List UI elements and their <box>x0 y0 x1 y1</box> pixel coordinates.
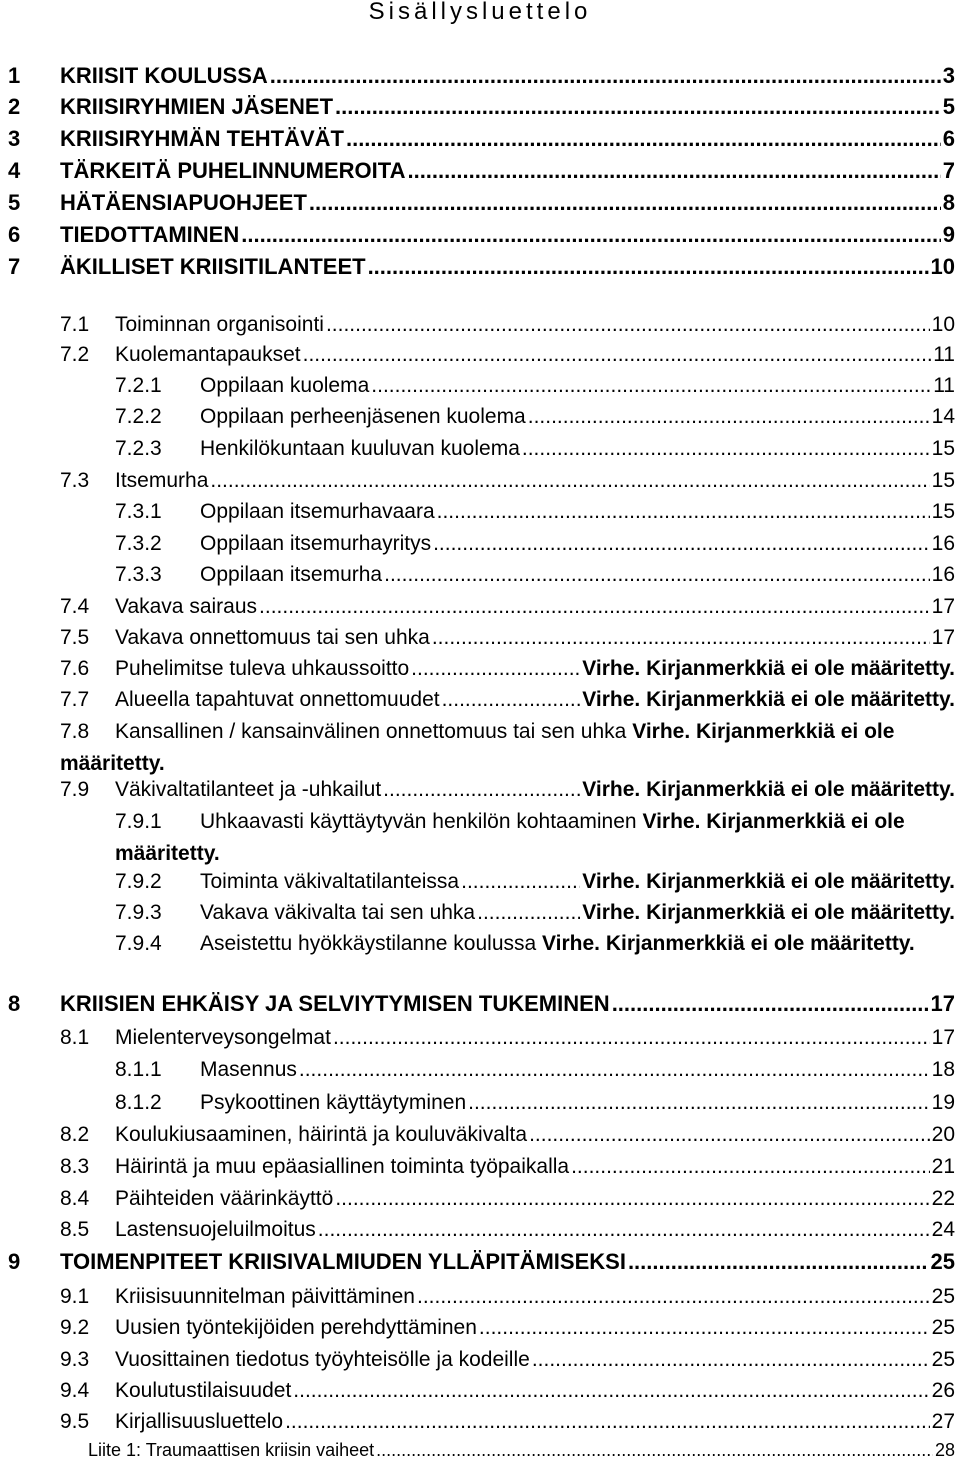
toc-entry-number: 7.3.3 <box>115 563 162 586</box>
toc-entry-number: 5 <box>8 190 21 215</box>
toc-entry-number: 7.9.4 <box>115 932 162 955</box>
toc-entry-number: 7 <box>8 254 21 279</box>
toc-entry-page: 16 <box>931 563 955 586</box>
toc-entry[interactable] <box>0 433 960 465</box>
toc-entry-title: Häirintä ja muu epäasiallinen toiminta työpaikalla <box>115 1155 570 1178</box>
toc-entry-number: 7.2.3 <box>115 437 162 460</box>
toc-entry-title: Uhkaavasti käyttäytyvän henkilön kohtaaminen <box>200 810 637 833</box>
dot-leader <box>407 155 940 187</box>
toc-entry-title: Alueella tapahtuvat onnettomuudet <box>115 688 440 711</box>
toc-entry-title: KRIISIRYHMIEN JÄSENET <box>60 94 334 119</box>
toc-entry-number: 8.1.1 <box>115 1058 162 1081</box>
toc-entry-number: 9.5 <box>60 1410 90 1433</box>
toc-entry-page: 10 <box>930 254 955 279</box>
dot-leader <box>376 1437 933 1463</box>
dot-leader <box>293 1375 929 1407</box>
dot-leader <box>241 219 941 251</box>
toc-entry-page: 3 <box>942 63 955 88</box>
toc-entry-page: 5 <box>942 94 955 119</box>
toc-entry-number: 7.8 <box>60 720 90 743</box>
dot-leader <box>335 91 941 123</box>
dot-leader <box>309 187 941 219</box>
dot-leader <box>571 1151 930 1183</box>
toc-entry-page-error: Virhe. Kirjanmerkkiä ei ole määritetty. <box>582 870 955 893</box>
toc-entry-title: KRIISIT KOULUSSA <box>60 63 268 88</box>
toc-entry-number: 1 <box>8 63 21 88</box>
dot-leader <box>346 123 941 155</box>
dot-leader <box>299 1054 930 1086</box>
toc-entry-title: Kriisisuunnitelman päivittäminen <box>115 1285 415 1308</box>
dot-leader <box>335 1183 929 1215</box>
toc-entry[interactable] <box>0 1087 960 1119</box>
toc-entry-number: 7.5 <box>60 626 90 649</box>
toc-entry-page: 15 <box>931 469 955 492</box>
toc-entry-number: 8.5 <box>60 1218 90 1241</box>
toc-entry[interactable] <box>0 401 960 433</box>
toc-entry[interactable] <box>0 1375 960 1407</box>
toc-entry-page: 17 <box>931 626 955 649</box>
dot-leader <box>411 653 580 685</box>
toc-entry[interactable] <box>0 1246 960 1278</box>
toc-entry-number: 7.6 <box>60 657 90 680</box>
toc-entry-page-error: Virhe. Kirjanmerkkiä ei ole määritetty. <box>582 657 955 680</box>
toc-entry-page: 25 <box>931 1316 955 1339</box>
toc-entry-title: Masennus <box>200 1058 297 1081</box>
toc-entry-number: 8 <box>8 991 21 1016</box>
toc-entry-title: Kansallinen / kansainvälinen onnettomuus tai sen uhka <box>115 720 627 743</box>
dot-leader <box>326 309 930 341</box>
toc-entry-number: 7.9.1 <box>115 810 162 833</box>
toc-entry[interactable] <box>0 1054 960 1086</box>
toc-entry-number: 7.2.2 <box>115 405 162 428</box>
dot-leader <box>371 370 931 402</box>
dot-leader <box>528 401 930 433</box>
toc-entry-page: 9 <box>942 222 955 247</box>
toc-entry[interactable] <box>0 684 960 716</box>
toc-entry-number: 9.1 <box>60 1285 90 1308</box>
toc-entry-number: 8.4 <box>60 1187 90 1210</box>
toc-entry-page: 8 <box>942 190 955 215</box>
toc-entry-page: 21 <box>931 1155 955 1178</box>
toc-entry-title: Päihteiden väärinkäyttö <box>115 1187 334 1210</box>
dot-leader <box>442 684 581 716</box>
toc-entry-page-error: Virhe. Kirjanmerkkiä ei ole määritetty. <box>582 901 955 924</box>
toc-entry-title: Puhelimitse tuleva uhkaussoitto <box>115 657 410 680</box>
toc-entry[interactable] <box>0 897 960 929</box>
toc-entry-title: Toiminnan organisointi <box>115 313 324 336</box>
dot-leader <box>333 1022 930 1054</box>
toc-entry-title: Koulutustilaisuudet <box>115 1379 292 1402</box>
toc-entry-title: Uusien työntekijöiden perehdyttäminen <box>115 1316 477 1339</box>
toc-entry-page: 25 <box>931 1348 955 1371</box>
toc-entry-page: 18 <box>931 1058 955 1081</box>
dot-leader <box>383 774 580 806</box>
toc-entry-title: Vakava onnettomuus tai sen uhka <box>115 626 430 649</box>
dot-leader <box>532 1344 930 1376</box>
dot-leader <box>612 988 929 1020</box>
toc-entry-number: 9.4 <box>60 1379 90 1402</box>
toc-entry[interactable] <box>0 1344 960 1376</box>
toc-entry[interactable] <box>0 60 960 92</box>
toc-entry-title: Oppilaan kuolema <box>200 374 370 397</box>
toc-entry-title: Koulukiusaaminen, häirintä ja kouluväkivalta <box>115 1123 528 1146</box>
toc-entry-page: 15 <box>931 500 955 523</box>
dot-leader <box>318 1214 930 1246</box>
toc-entry-page: 10 <box>931 313 955 336</box>
toc-entry-title: Psykoottinen käyttäytyminen <box>200 1091 467 1114</box>
dot-leader <box>437 496 930 528</box>
toc-entry-number: 3 <box>8 126 21 151</box>
toc-entry[interactable] <box>0 653 960 685</box>
toc-entry-number: 7.4 <box>60 595 90 618</box>
dot-leader <box>432 622 930 654</box>
toc-entry-number: 9 <box>8 1249 21 1274</box>
toc-entry[interactable] <box>0 1281 960 1313</box>
toc-entry-number: 7.1 <box>60 313 90 336</box>
toc-entry-number: 8.1 <box>60 1026 90 1049</box>
toc-entry-number: 8.3 <box>60 1155 90 1178</box>
dot-leader <box>479 1312 930 1344</box>
toc-entry[interactable] <box>0 465 960 497</box>
dot-leader <box>628 1246 929 1278</box>
toc-entry-title: Vakava väkivalta tai sen uhka <box>200 901 476 924</box>
toc-entry-page: 28 <box>934 1440 955 1460</box>
toc-entry-title: Oppilaan itsemurhavaara <box>200 500 435 523</box>
toc-entry-title: Vuosittainen tiedotus työyhteisölle ja kodeille <box>115 1348 530 1371</box>
toc-entry-title: Liite 1: Traumaattisen kriisin vaiheet <box>88 1440 375 1460</box>
dot-leader <box>522 433 930 465</box>
page-title: Sisällysluettelo <box>368 0 592 25</box>
toc-entry[interactable] <box>0 591 960 623</box>
toc-entry-page: 27 <box>931 1410 955 1433</box>
dot-leader <box>477 897 580 929</box>
dot-leader <box>417 1281 930 1313</box>
toc-entry[interactable] <box>0 187 960 219</box>
toc-entry[interactable] <box>0 1183 960 1215</box>
toc-entry-title: TÄRKEITÄ PUHELINNUMEROITA <box>60 158 406 183</box>
toc-entry[interactable] <box>0 988 960 1020</box>
toc-entry-page: 11 <box>933 343 955 366</box>
toc-entry-title: Oppilaan itsemurha <box>200 563 383 586</box>
toc-entry-number: 9.2 <box>60 1316 90 1339</box>
toc-entry[interactable] <box>0 774 960 806</box>
toc-entry-title: Oppilaan itsemurhayritys <box>200 532 432 555</box>
toc-entry-page: 16 <box>931 532 955 555</box>
toc-entry-page: 11 <box>933 374 955 397</box>
toc-entry-title: Kuolemantapaukset <box>115 343 301 366</box>
toc-entry-title: HÄTÄENSIAPUOHJEET <box>60 190 307 215</box>
toc-entry-number: 4 <box>8 158 21 183</box>
toc-entry-page: 25 <box>931 1285 955 1308</box>
toc-entry-title: Aseistettu hyökkäystilanne koulussa <box>200 932 537 955</box>
toc-entry-number: 2 <box>8 94 21 119</box>
toc-entry[interactable] <box>0 559 960 591</box>
toc-entry-page: 14 <box>931 405 955 428</box>
dot-leader <box>368 251 929 283</box>
toc-entry-page: 19 <box>931 1091 955 1114</box>
dot-leader <box>285 1406 930 1438</box>
dot-leader <box>468 1087 930 1119</box>
toc-entry[interactable] <box>0 219 960 251</box>
toc-entry[interactable] <box>0 91 960 123</box>
toc-entry[interactable] <box>0 370 960 402</box>
toc-entry-title: Henkilökuntaan kuuluvan kuolema <box>200 437 520 460</box>
toc-entry-title: Väkivaltatilanteet ja -uhkailut <box>115 778 382 801</box>
toc-entry[interactable] <box>0 339 960 371</box>
toc-entry-page: 15 <box>931 437 955 460</box>
toc-entry-title: Oppilaan perheenjäsenen kuolema <box>200 405 526 428</box>
toc-entry-number: 7.9.3 <box>115 901 162 924</box>
toc-entry[interactable] <box>0 528 960 560</box>
toc-entry[interactable] <box>0 1214 960 1246</box>
toc-entry-number: 8.2 <box>60 1123 90 1146</box>
toc-entry-number: 7.2 <box>60 343 90 366</box>
toc-entry-number: 8.1.2 <box>115 1091 162 1114</box>
toc-entry-number: 6 <box>8 222 21 247</box>
dot-leader <box>259 591 930 623</box>
dot-leader <box>210 465 929 497</box>
toc-entry-page-error: Virhe. Kirjanmerkkiä ei ole määritetty. <box>582 778 955 801</box>
dot-leader <box>529 1119 930 1151</box>
toc-entry-page-error: Virhe. Kirjanmerkkiä ei ole määritetty. <box>542 932 915 955</box>
toc-entry-title: Itsemurha <box>115 469 209 492</box>
toc-entry[interactable] <box>0 1022 960 1054</box>
toc-entry[interactable] <box>0 622 960 654</box>
toc-entry-number: 9.3 <box>60 1348 90 1371</box>
toc-entry[interactable] <box>0 155 960 187</box>
toc-entry-page: 22 <box>931 1187 955 1210</box>
toc-entry-title: Vakava sairaus <box>115 595 258 618</box>
toc-entry-page: 26 <box>931 1379 955 1402</box>
toc-entry-title: Lastensuojeluilmoitus <box>115 1218 316 1241</box>
toc-entry-page: 17 <box>931 1026 955 1049</box>
dot-leader <box>384 559 930 591</box>
toc-entry-page: 24 <box>931 1218 955 1241</box>
toc-entry[interactable] <box>0 123 960 155</box>
toc-entry-title: Kirjallisuusluettelo <box>115 1410 284 1433</box>
dot-leader <box>433 528 930 560</box>
toc-entry[interactable] <box>0 1312 960 1344</box>
toc-entry-number: 7.9.2 <box>115 870 162 893</box>
toc-entry-page: 20 <box>931 1123 955 1146</box>
dot-leader <box>270 60 941 92</box>
toc-entry-title: TOIMENPITEET KRIISIVALMIUDEN YLLÄPITÄMISEKSI <box>60 1249 626 1274</box>
toc-entry[interactable] <box>0 928 960 960</box>
toc-entry-title: Mielenterveysongelmat <box>115 1026 331 1049</box>
toc-entry-number: 7.9 <box>60 778 90 801</box>
toc-entry[interactable] <box>0 1406 960 1438</box>
toc-entry-page: 6 <box>942 126 955 151</box>
toc-entry-page: 17 <box>931 595 955 618</box>
toc-entry[interactable] <box>0 251 960 283</box>
toc-entry-title: TIEDOTTAMINEN <box>60 222 240 247</box>
toc-entry-page: 17 <box>930 991 955 1016</box>
toc-entry-number: 7.3.1 <box>115 500 162 523</box>
toc-entry-number: 7.3 <box>60 469 90 492</box>
toc-entry[interactable] <box>0 309 960 341</box>
toc-entry[interactable] <box>0 716 960 780</box>
toc-entry-page-error: Virhe. Kirjanmerkkiä ei ole määritetty. <box>582 688 955 711</box>
toc-entry-title: Toiminta väkivaltatilanteissa <box>200 870 460 893</box>
toc-entry-page: 7 <box>942 158 955 183</box>
toc-entry[interactable] <box>0 1437 960 1463</box>
toc-entry-number: 7.7 <box>60 688 90 711</box>
toc-entry-number: 7.3.2 <box>115 532 162 555</box>
toc-entry[interactable] <box>0 496 960 528</box>
toc-entry-title: KRIISIRYHMÄN TEHTÄVÄT <box>60 126 344 151</box>
toc-entry[interactable] <box>0 1119 960 1151</box>
toc-entry-page-error: Virhe. Kirjanmerkkiä ei ole määritetty. <box>115 810 905 865</box>
toc-entry-title: KRIISIEN EHKÄISY JA SELVIYTYMISEN TUKEMINEN <box>60 991 610 1016</box>
toc-entry-page-error: Virhe. Kirjanmerkkiä ei ole määritetty. <box>60 720 895 775</box>
dot-leader <box>303 339 932 371</box>
toc-entry-title: ÄKILLISET KRIISITILANTEET <box>60 254 366 279</box>
toc-entry[interactable] <box>0 806 960 870</box>
toc-entry[interactable] <box>0 866 960 898</box>
toc-entry-number: 7.2.1 <box>115 374 162 397</box>
toc-entry-page: 25 <box>930 1249 955 1274</box>
dot-leader <box>461 866 580 898</box>
toc-entry[interactable] <box>0 1151 960 1183</box>
